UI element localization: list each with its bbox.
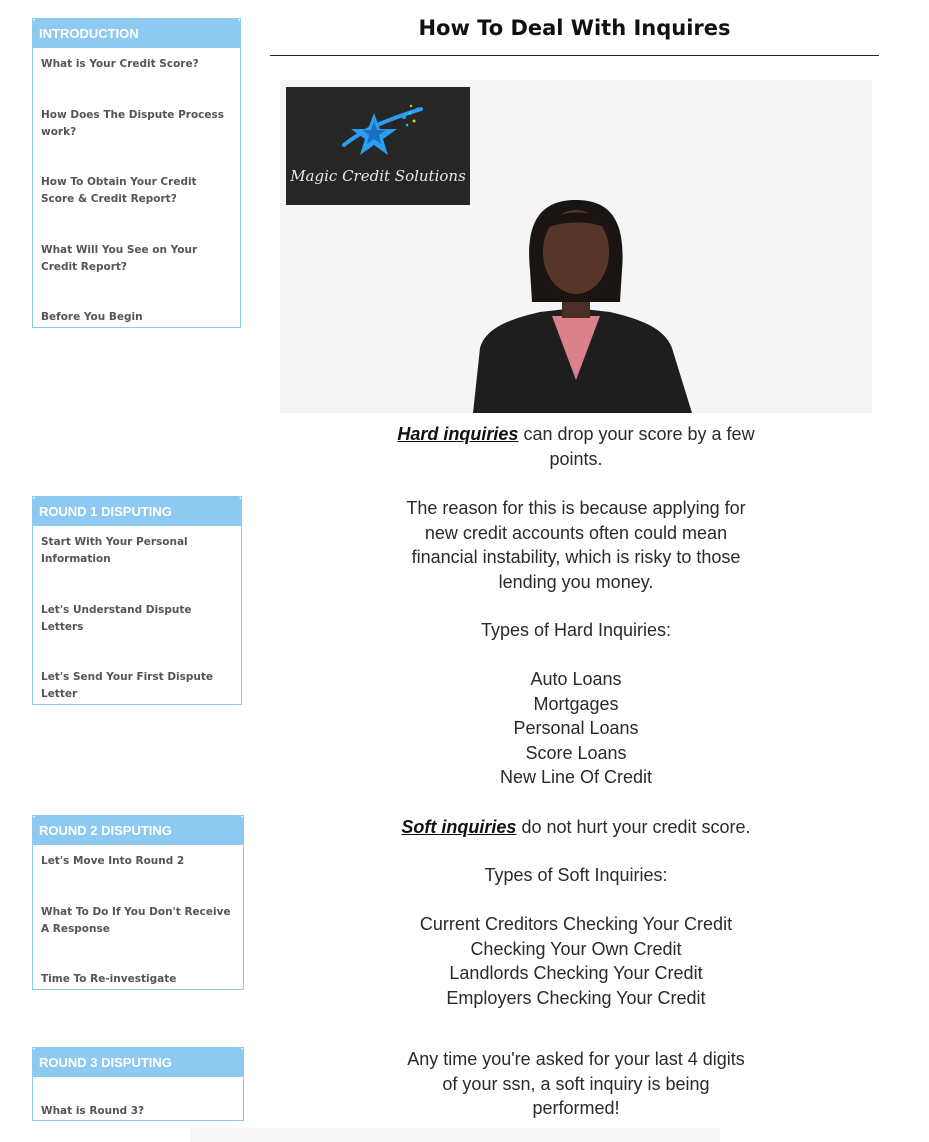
list-item: New Line Of Credit	[499, 767, 653, 787]
ssn-note: Any time you're asked for your last 4 digits of your ssn, a soft inquiry is being performed!	[407, 1049, 745, 1118]
hard-inquiries-text: can drop your score by a few points.	[518, 424, 755, 469]
section-header[interactable]: ROUND 1 DISPUTING	[33, 497, 241, 526]
soft-inquiries-intro	[386, 815, 766, 840]
lesson-link[interactable]: Before You Begin	[41, 311, 143, 323]
lesson-link[interactable]: Let's Send Your First Dispute Letter	[41, 671, 214, 700]
title-divider	[270, 55, 879, 56]
lesson-link[interactable]: How Does The Dispute Process work?	[41, 109, 225, 138]
list-item: Score Loans	[525, 742, 627, 763]
lesson-link[interactable]: What To Do If You Don't Receive A Response	[41, 906, 231, 935]
lesson-link[interactable]: Start With Your Personal Information	[41, 536, 188, 565]
sidebar-section-round-3	[32, 1047, 244, 1121]
lesson-link[interactable]: What is Your Credit Score?	[41, 58, 199, 70]
lesson-link[interactable]: What Will You See on Your Credit Report?	[41, 244, 198, 273]
hard-inquiries-term: Hard inquiries	[397, 424, 519, 444]
lesson-link[interactable]: Let's Move Into Round 2	[41, 855, 185, 867]
soft-inquiries-text: do not hurt your credit score.	[516, 817, 751, 837]
list-item: Checking Your Own Credit	[470, 938, 682, 959]
sidebar-section-introduction	[32, 18, 241, 328]
sidebar-section-round-2	[32, 815, 244, 990]
hard-types-heading: Types of Hard Inquiries:	[480, 620, 672, 640]
list-item: Landlords Checking Your Credit	[449, 963, 703, 983]
soft-inquiries-term: Soft inquiries	[401, 817, 517, 837]
lesson-link[interactable]: Let's Understand Dispute Letters	[41, 604, 192, 633]
section-header[interactable]: ROUND 3 DISPUTING	[33, 1048, 243, 1077]
hard-types-list	[396, 667, 756, 790]
lesson-link[interactable]: Time To Re-investigate	[41, 973, 177, 985]
list-item: Personal Loans	[513, 718, 639, 738]
section-header[interactable]: INTRODUCTION	[33, 19, 240, 48]
sidebar-section-round-1	[32, 496, 242, 705]
logo-text: Magic Credit Solutions	[290, 167, 466, 185]
reason-paragraph: The reason for this is because applying for new credit accounts often could mean financial instability, which is risky to those lending you money.	[406, 498, 746, 592]
presenter-image	[280, 80, 872, 413]
list-item: Auto Loans	[530, 669, 622, 689]
soft-types-heading: Types of Soft Inquiries:	[484, 865, 668, 885]
section-header[interactable]: ROUND 2 DISPUTING	[33, 816, 243, 845]
next-media-placeholder	[190, 1128, 720, 1142]
soft-types-list	[386, 912, 766, 1010]
list-item: Mortgages	[533, 693, 619, 714]
video-player[interactable]	[280, 80, 872, 413]
lesson-link[interactable]: How To Obtain Your Credit Score & Credit Report?	[41, 176, 197, 205]
hard-inquiries-intro	[396, 422, 756, 471]
list-item: Employers Checking Your Credit	[446, 987, 706, 1008]
lesson-link[interactable]: What is Round 3?	[41, 1105, 145, 1117]
page-title: How To Deal With Inquires	[418, 16, 731, 40]
list-item: Current Creditors Checking Your Credit	[419, 914, 733, 934]
